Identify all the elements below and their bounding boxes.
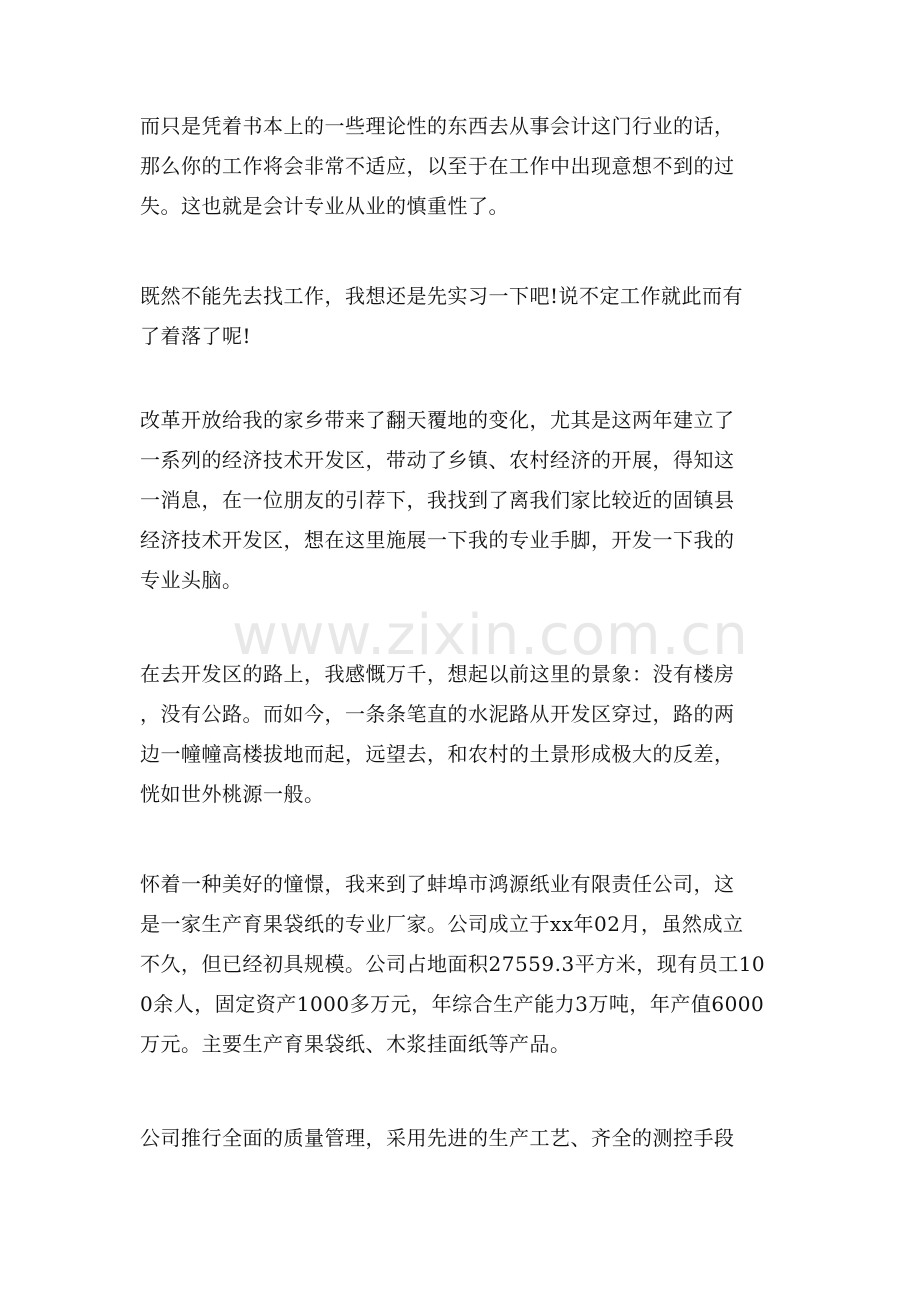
paragraph-2 (140, 276, 780, 356)
paragraph-line: 一消息，在一位朋友的引荐下，我找到了离我们家比较近的固镇县 (140, 488, 735, 512)
paragraph-line: ，没有公路。而如今，一条条笔直的水泥路从开发区穿过，路的两 (140, 702, 735, 726)
paragraph-line: 失。这也就是会计专业从业的慎重性了。 (140, 194, 509, 218)
paragraph-line: 恍如世外桃源一般。 (140, 782, 325, 806)
paragraph-5 (140, 864, 780, 1064)
watermark: www.zixin.com.cn (232, 603, 749, 668)
paragraph-line: 万元。主要生产育果袋纸、木浆挂面纸等产品。 (140, 1032, 571, 1056)
paragraph-line: 不久，但已经初具规模。公司占地面积27559.3平方米，现有员工10 (140, 952, 766, 976)
paragraph-4 (140, 654, 780, 814)
paragraph-line: 既然不能先去找工作，我想还是先实习一下吧!说不定工作就此而有 (140, 284, 744, 308)
paragraph-line: 一系列的经济技术开发区，带动了乡镇、农村经济的开展，得知这 (140, 448, 735, 472)
paragraph-line: 经济技术开发区，想在这里施展一下我的专业手脚，开发一下我的 (140, 528, 735, 552)
paragraph-line: 而只是凭着书本上的一些理论性的东西去从事会计这门行业的话， (140, 114, 735, 138)
paragraph-line: 在去开发区的路上，我感慨万千，想起以前这里的景象：没有楼房 (140, 662, 735, 686)
paragraph-line: 边一幢幢高楼拔地而起，远望去，和农村的土景形成极大的反差， (140, 742, 735, 766)
paragraph-line: 了着落了呢! (140, 324, 252, 348)
paragraph-1 (140, 106, 780, 226)
paragraph-line: 公司推行全面的质量管理，采用先进的生产工艺、齐全的测控手段 (140, 1126, 735, 1150)
paragraph-line: 怀着一种美好的憧憬，我来到了蚌埠市鸿源纸业有限责任公司，这 (140, 872, 735, 896)
paragraph-line: 是一家生产育果袋纸的专业厂家。公司成立于xx年02月，虽然成立 (140, 912, 744, 936)
paragraph-line: 改革开放给我的家乡带来了翻天覆地的变化，尤其是这两年建立了 (140, 408, 735, 432)
paragraph-line: 0余人，固定资产1000多万元，年综合生产能力3万吨，年产值6000 (140, 992, 765, 1016)
paragraph-line: 那么你的工作将会非常不适应，以至于在工作中出现意想不到的过 (140, 154, 735, 178)
paragraph-6 (140, 1118, 780, 1158)
paragraph-line: 专业头脑。 (140, 568, 243, 592)
paragraph-3 (140, 400, 780, 600)
